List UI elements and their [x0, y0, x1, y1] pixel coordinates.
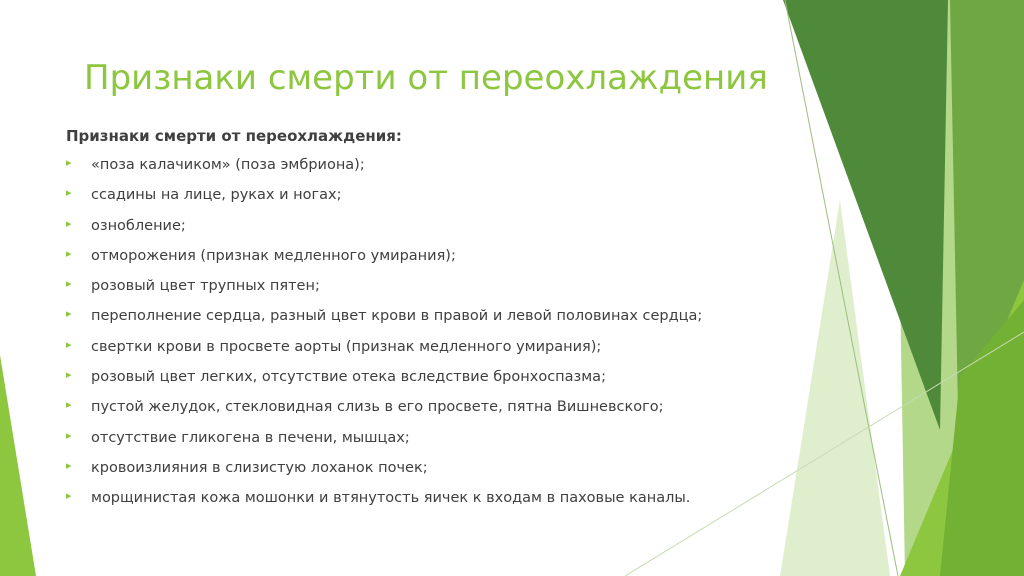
- list-item-text: ознобление;: [91, 217, 186, 234]
- list-item: [66, 218, 702, 248]
- page-title: Признаки смерти от переохлаждения: [84, 58, 768, 98]
- bullet-icon: ▸: [66, 277, 72, 291]
- bullet-icon: ▸: [66, 337, 72, 351]
- bullet-icon: ▸: [66, 458, 72, 472]
- list-item: [66, 369, 702, 399]
- list-item-text: свертки крови в просвете аорты (признак медленного умирания);: [91, 338, 602, 355]
- bullet-icon: ▸: [66, 489, 72, 503]
- list-item-text: переполнение сердца, разный цвет крови в правой и левой половинах сердца;: [91, 308, 703, 325]
- list-item-text: пустой желудок, стекловидная слизь в его просвете, пятна Вишневского;: [91, 399, 664, 416]
- list-item-text: морщинистая кожа мошонки и втянутость яичек к входам в паховые каналы.: [91, 490, 691, 507]
- bullet-icon: ▸: [66, 186, 72, 200]
- list-item: [66, 460, 702, 490]
- list-heading: Признаки смерти от переохлаждения:: [66, 127, 402, 145]
- list-item: [66, 187, 702, 217]
- bullet-icon: ▸: [66, 428, 72, 442]
- list-item: [66, 157, 702, 187]
- list-item: [66, 278, 702, 308]
- left-green-shape: [0, 355, 36, 576]
- signs-list: [66, 157, 702, 521]
- bullet-icon: ▸: [66, 246, 72, 260]
- list-item-text: отсутствие гликогена в печени, мышцах;: [91, 429, 410, 446]
- list-item-text: розовый цвет трупных пятен;: [91, 278, 320, 295]
- list-item-text: «поза калачиком» (поза эмбриона);: [91, 157, 365, 173]
- list-item: [66, 339, 702, 369]
- list-item-text: розовый цвет легких, отсутствие отека вследствие бронхоспазма;: [91, 369, 606, 386]
- bullet-icon: ▸: [66, 156, 72, 169]
- list-item: [66, 308, 702, 338]
- bullet-icon: ▸: [66, 398, 72, 412]
- list-item-text: ссадины на лице, руках и ногах;: [91, 187, 342, 204]
- right-dark-shape: [783, 0, 948, 430]
- bullet-icon: ▸: [66, 216, 72, 230]
- bullet-icon: ▸: [66, 368, 72, 382]
- list-item: [66, 490, 702, 520]
- list-item-text: кровоизлияния в слизистую лоханок почек;: [91, 459, 428, 476]
- list-item: [66, 248, 702, 278]
- list-item-text: отморожения (признак медленного умирания);: [91, 247, 456, 264]
- list-item: [66, 430, 702, 460]
- list-item: [66, 399, 702, 429]
- bullet-icon: ▸: [66, 307, 72, 321]
